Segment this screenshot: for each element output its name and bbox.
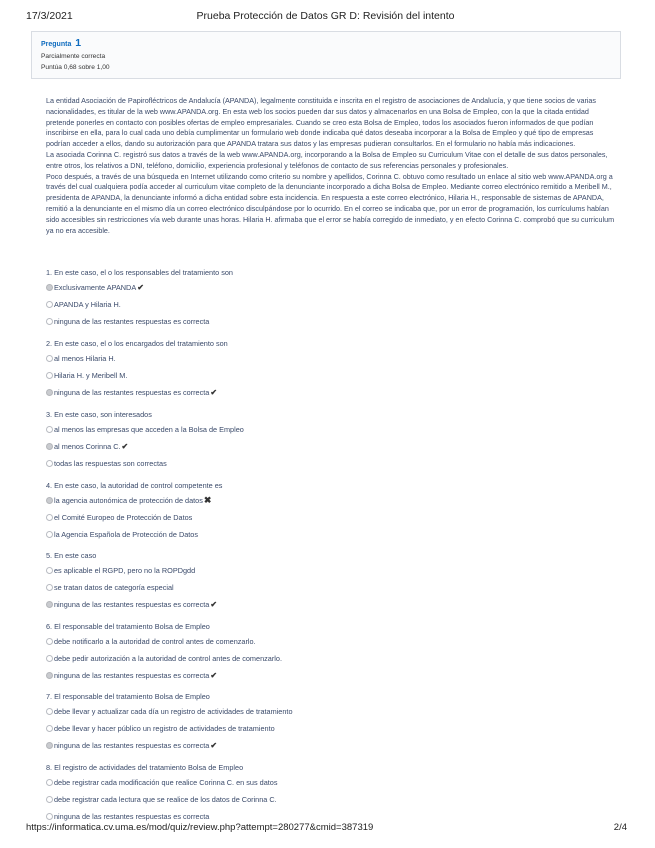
option-label: ninguna de las restantes respuestas es correcta bbox=[54, 812, 210, 821]
check-icon: ✔ bbox=[210, 600, 218, 609]
subquestion bbox=[46, 408, 606, 472]
option-label: todas las respuestas son correctas bbox=[54, 459, 167, 468]
subquestion-title: 2. En este caso, el o los encargados del tratamiento son bbox=[46, 339, 228, 348]
option-label: ninguna de las restantes respuestas es correcta bbox=[54, 317, 210, 326]
answer-option[interactable] bbox=[46, 703, 606, 720]
answer-option[interactable] bbox=[46, 633, 606, 650]
cross-icon: ✖ bbox=[203, 495, 212, 505]
answer-option[interactable] bbox=[46, 313, 606, 330]
answer-option[interactable] bbox=[46, 296, 606, 313]
radio-button[interactable] bbox=[46, 601, 53, 608]
radio-button[interactable] bbox=[46, 584, 53, 591]
question-text bbox=[46, 96, 616, 236]
subquestion bbox=[46, 620, 606, 684]
subquestion bbox=[46, 690, 606, 754]
answer-option[interactable] bbox=[46, 791, 606, 808]
answer-option[interactable] bbox=[46, 596, 606, 613]
option-label: debe llevar y hacer público un registro de actividades de tratamiento bbox=[54, 724, 275, 733]
option-label: al menos Hilaria H. bbox=[54, 354, 116, 363]
question-label: Pregunta bbox=[41, 41, 72, 48]
answer-option[interactable] bbox=[46, 279, 606, 296]
option-label: Exclusivamente APANDA bbox=[54, 283, 137, 292]
option-label: debe pedir autorización a la autoridad de control antes de comenzarlo. bbox=[54, 654, 282, 663]
subquestion bbox=[46, 266, 606, 330]
question-paragraph: La asociada Corinna C. registró sus datos a través de la web www.APANDA.org, incorporando a la Bolsa de Empleo su Curriculum Vitae con el detalle de sus datos personales, entre otros, los relativos a DNI, teléfono, domicilio, experiencia profesional y teléfonos de contacto de sus referencias personales y profesionales. bbox=[46, 149, 608, 170]
question-paragraph: La entidad Asociación de Papirofléctricos de Andalucía (APANDA), legalmente constituida e inscrita en el registro de asociaciones de Andalucía, y que tiene socios de varias nacionalidades, es titular de la web www.APANDA.org. En esta web los socios pueden dar sus datos y almacenarlos en una Bolsa de Empleo, con la que la citada entidad pretende ponerles en contacto con posibles ofertas de empleo empresariales. Cuando se creo esta Bolsa de Empleo, todos los asociados fueron informados de que podían inscribirse en ella, para lo cual cada uno debía cumplimentar un formulario web donde indicaba qué datos deseaba incorporar a la Bolsa de Empleo y qué tipo de empresas podrían acceder a ellos, dando su autorización para que APANDA tratara sus datos y las empresas pudieran consultarlos. En el formulario no había más indicaciones. bbox=[46, 96, 597, 149]
check-icon: ✔ bbox=[210, 741, 218, 750]
radio-button[interactable] bbox=[46, 497, 53, 504]
check-icon: ✔ bbox=[137, 283, 144, 292]
option-label: se tratan datos de categoría especial bbox=[54, 583, 174, 592]
answer-option[interactable] bbox=[46, 421, 606, 438]
radio-button[interactable] bbox=[46, 372, 53, 379]
option-label: es aplicable el RGPD, pero no la ROPDgdd bbox=[54, 566, 196, 575]
option-label: debe registrar cada modificación que realice Corinna C. en sus datos bbox=[54, 778, 278, 787]
radio-button[interactable] bbox=[46, 638, 53, 645]
answer-option[interactable] bbox=[46, 774, 606, 791]
option-label: al menos Corinna C. bbox=[54, 442, 121, 451]
print-title: Prueba Protección de Datos GR D: Revisión del intento bbox=[196, 10, 455, 22]
answer-option[interactable] bbox=[46, 455, 606, 472]
print-url: https://informatica.cv.uma.es/mod/quiz/review.php?attempt=280277&cmid=387319 bbox=[26, 822, 374, 833]
option-label: debe llevar y actualizar cada día un registro de actividades de tratamiento bbox=[54, 707, 293, 716]
answer-option[interactable] bbox=[46, 492, 606, 509]
radio-button[interactable] bbox=[46, 742, 53, 749]
print-header bbox=[26, 10, 625, 24]
print-footer bbox=[26, 822, 627, 836]
question-paragraph: Poco después, a través de una búsqueda en Internet utilizando como criterio su nombre y apellidos, Corinna C. obtuvo como resultado un enlace al sitio web www.APANDA.org a través del cual cualquiera podía acceder al curriculum vitae completo de la denunciante incorporado a dicha Bolsa de Empleo. Mediante correo electrónico remitido a Meribell M., presidenta de APANDA, la denunciante informó a dicha entidad sobre esta incidencia. En respuesta a este correo electrónico, Hilaria H., responsable de sistemas de APANDA, remitió a la denunciante en el mismo día un correo electrónico disculpándose por lo ocurrido. En el correo se indicaba que, por un error de programación, los currículums habían sido accesibles sin restricciones vía web durante unas horas. Hilaria H. afirmaba que el error se había corregido de inmediato, y en efecto Corinna C. comprobó que su curriculum ya no era accesible. bbox=[46, 171, 615, 235]
question-info-box bbox=[31, 31, 621, 79]
answer-option[interactable] bbox=[46, 350, 606, 367]
check-icon: ✔ bbox=[210, 671, 218, 680]
option-label: debe registrar cada lectura que se realice de los datos de Corinna C. bbox=[54, 795, 277, 804]
radio-button[interactable] bbox=[46, 655, 53, 662]
option-label: la Agencia Española de Protección de Datos bbox=[54, 530, 199, 539]
answer-option[interactable] bbox=[46, 650, 606, 667]
radio-button[interactable] bbox=[46, 426, 53, 433]
option-label: la agencia autonómica de protección de datos bbox=[54, 496, 203, 505]
answer-option[interactable] bbox=[46, 367, 606, 384]
print-date: 17/3/2021 bbox=[26, 10, 73, 22]
answer-option[interactable] bbox=[46, 579, 606, 596]
question-score: Puntúa 0,68 sobre 1,00 bbox=[41, 64, 110, 71]
answer-option[interactable] bbox=[46, 384, 606, 401]
radio-button[interactable] bbox=[46, 301, 53, 308]
subquestion-title: 4. En este caso, la autoridad de control competente es bbox=[46, 481, 223, 490]
radio-button[interactable] bbox=[46, 514, 53, 521]
subquestion bbox=[46, 479, 606, 543]
question-number: 1 bbox=[75, 37, 82, 49]
radio-button[interactable] bbox=[46, 443, 53, 450]
radio-button[interactable] bbox=[46, 318, 53, 325]
radio-button[interactable] bbox=[46, 779, 53, 786]
option-label: APANDA y Hilaria H. bbox=[54, 300, 121, 309]
radio-button[interactable] bbox=[46, 531, 53, 538]
answer-option[interactable] bbox=[46, 667, 606, 684]
radio-button[interactable] bbox=[46, 672, 53, 679]
radio-button[interactable] bbox=[46, 813, 53, 820]
subquestion bbox=[46, 549, 606, 613]
subquestion-title: 5. En este caso bbox=[46, 551, 97, 560]
option-label: ninguna de las restantes respuestas es correcta bbox=[54, 600, 210, 609]
radio-button[interactable] bbox=[46, 389, 53, 396]
answer-option[interactable] bbox=[46, 526, 606, 543]
answer-option[interactable] bbox=[46, 509, 606, 526]
option-label: ninguna de las restantes respuestas es correcta bbox=[54, 741, 210, 750]
subquestion bbox=[46, 337, 606, 401]
page-number: 2/4 bbox=[613, 822, 627, 833]
radio-button[interactable] bbox=[46, 460, 53, 467]
subquestion-title: 1. En este caso, el o los responsables del tratamiento son bbox=[46, 268, 233, 277]
answer-option[interactable] bbox=[46, 438, 606, 455]
answer-option[interactable] bbox=[46, 720, 606, 737]
option-label: ninguna de las restantes respuestas es correcta bbox=[54, 671, 210, 680]
subquestion-title: 8. El registro de actividades del tratamiento Bolsa de Empleo bbox=[46, 763, 244, 772]
subquestion-title: 3. En este caso, son interesados bbox=[46, 410, 152, 419]
option-label: el Comité Europeo de Protección de Datos bbox=[54, 513, 193, 522]
radio-button[interactable] bbox=[46, 567, 53, 574]
check-icon: ✔ bbox=[210, 388, 218, 397]
radio-button[interactable] bbox=[46, 725, 53, 732]
subquestion-title: 7. El responsable del tratamiento Bolsa de Empleo bbox=[46, 692, 210, 701]
radio-button[interactable] bbox=[46, 355, 53, 362]
answer-option[interactable] bbox=[46, 737, 606, 754]
option-label: al menos las empresas que acceden a la Bolsa de Empleo bbox=[54, 425, 244, 434]
check-icon: ✔ bbox=[121, 442, 129, 451]
radio-button[interactable] bbox=[46, 796, 53, 803]
question-state: Parcialmente correcta bbox=[41, 53, 106, 60]
option-label: Hilaria H. y Meribell M. bbox=[54, 371, 128, 380]
subquestion-title: 6. El responsable del tratamiento Bolsa de Empleo bbox=[46, 622, 210, 631]
answer-option[interactable] bbox=[46, 562, 606, 579]
radio-button[interactable] bbox=[46, 284, 53, 291]
option-label: ninguna de las restantes respuestas es correcta bbox=[54, 388, 210, 397]
subquestion bbox=[46, 761, 606, 825]
option-label: debe notificarlo a la autoridad de control antes de comenzarlo. bbox=[54, 637, 256, 646]
radio-button[interactable] bbox=[46, 708, 53, 715]
